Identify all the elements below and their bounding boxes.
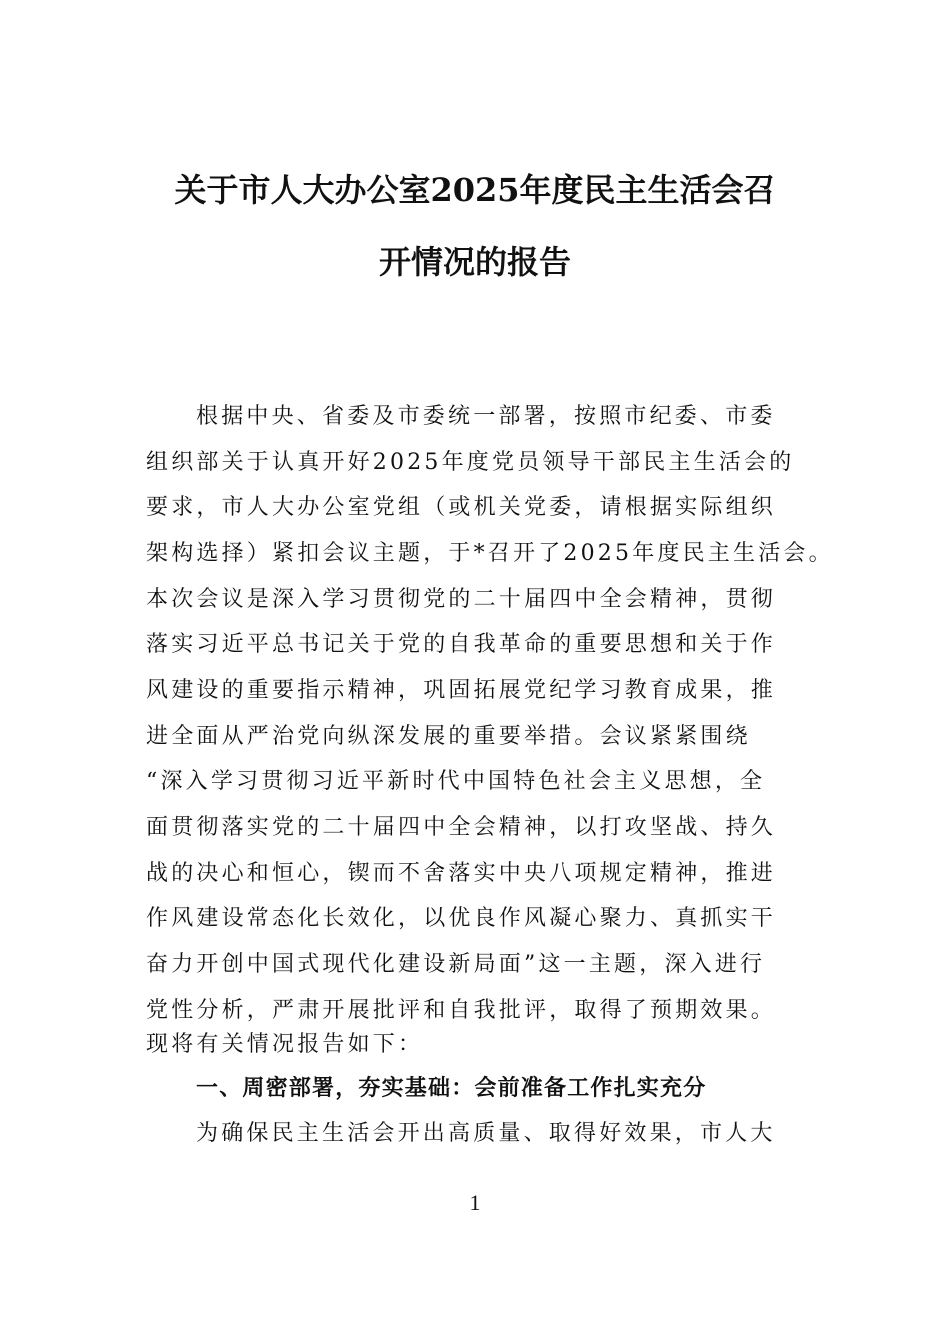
body-text-line: 现将有关情况报告如下： [146, 1032, 424, 1057]
body-text-line: “深入学习贯彻习近平新时代中国特色社会主义思想，全 [146, 769, 766, 794]
body-text-line: 面贯彻落实党的二十届四中全会精神，以打攻坚战、持久 [146, 815, 777, 840]
document-title-line-2: 开情况的报告 [378, 243, 571, 281]
body-text-line: 党性分析，严肃开展批评和自我批评，取得了预期效果。 [146, 998, 777, 1023]
document-title-line-1: 关于市人大办公室2025年度民主生活会召 [174, 171, 776, 209]
body-text-line: 架构选择）紧扣会议主题，于*召开了2025年度民主生活会。 [146, 541, 834, 566]
body-text-line: 进全面从严治党向纵深发展的重要举措。会议紧紧围绕 [146, 724, 751, 749]
body-text-line: 要求，市人大办公室党组（或机关党委，请根据实际组织 [146, 495, 777, 520]
body-text-line: 落实习近平总书记关于党的自我革命的重要思想和关于作 [146, 632, 777, 657]
body-text-line: 根据中央、省委及市委统一部署，按照市纪委、市委 [196, 404, 776, 429]
page-number: 1 [469, 1190, 481, 1215]
body-text-line: 风建设的重要指示精神，巩固拓展党纪学习教育成果，推 [146, 678, 777, 703]
body-text-line: 本次会议是深入学习贯彻党的二十届四中全会精神，贯彻 [146, 587, 777, 612]
body-text-line: 组织部关于认真开好2025年度党员领导干部民主生活会的 [146, 450, 795, 475]
body-text-line: 战的决心和恒心，锲而不舍落实中央八项规定精神，推进 [146, 861, 777, 886]
section-heading: 一、周密部署，夯实基础：会前准备工作扎实充分 [196, 1076, 707, 1101]
body-text-line: 作风建设常态化长效化，以优良作风凝心聚力、真抓实干 [146, 906, 777, 931]
body-text-line: 奋力开创中国式现代化建设新局面”这一主题，深入进行 [146, 952, 766, 977]
body-text-line: 为确保民主生活会开出高质量、取得好效果，市人大 [196, 1121, 776, 1146]
